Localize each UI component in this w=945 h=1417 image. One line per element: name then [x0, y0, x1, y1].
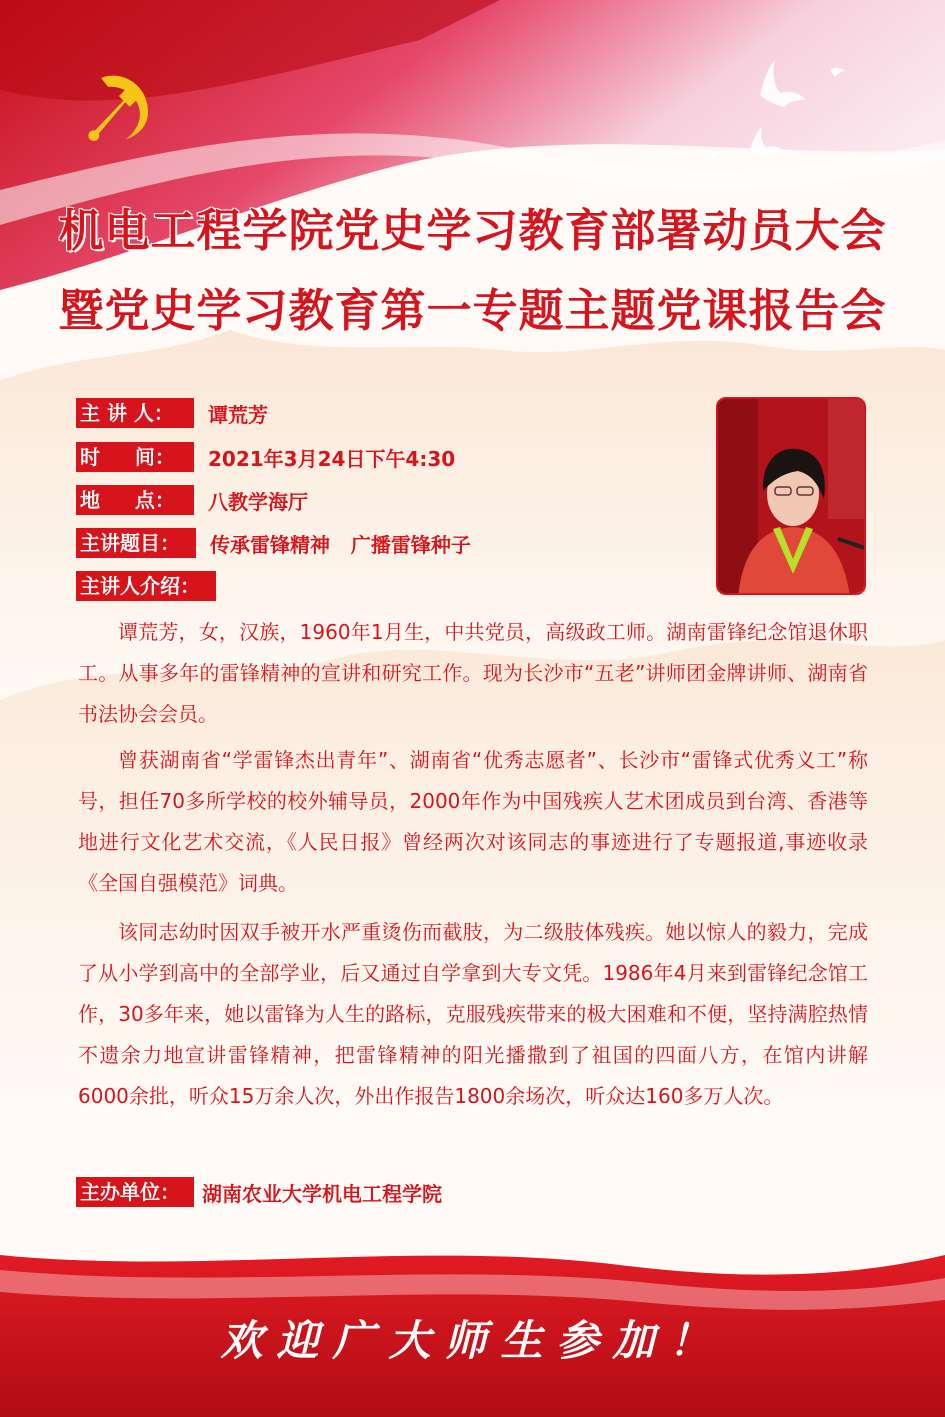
- speaker-value: 谭荒芳: [208, 402, 268, 427]
- time-label: 时 间：: [76, 442, 194, 472]
- topic-label: 主讲题目：: [76, 528, 196, 558]
- place-value: 八教学海厅: [208, 489, 308, 514]
- time-row: [76, 441, 455, 473]
- place-row: [76, 484, 308, 516]
- organizer-value: 湖南农业大学机电工程学院: [202, 1181, 442, 1206]
- speaker-label: 主 讲 人：: [76, 398, 194, 428]
- bio-paragraph-1: [78, 612, 868, 735]
- welcome-slogan: 欢迎广大师生参加！: [220, 1316, 725, 1365]
- speaker-portrait-icon: [718, 399, 866, 595]
- title-line-1: 机电工程学院党史学习教育部署动员大会: [58, 204, 887, 257]
- bio-paragraph-2: [78, 740, 868, 904]
- bio-paragraph-3: [78, 912, 868, 1117]
- doves-icon: [700, 55, 880, 175]
- title-line-2: 暨党史学习教育第一专题主题党课报告会: [58, 284, 887, 337]
- topic-row: [76, 527, 471, 559]
- speaker-row: [76, 397, 268, 429]
- organizer-row: [76, 1176, 442, 1208]
- intro-label: 主讲人介绍：: [76, 571, 216, 601]
- bio-text-2: 曾获湖南省“学雷锋杰出青年”、湖南省“优秀志愿者”、长沙市“雷锋式优秀义工”称号，担任70多所学校的校外辅导员，2000年作为中国残疾人艺术团成员到台湾、香港等地进行文化艺术交流，《人民日报》曾经两次对该同志的事迹进行了专题报道,事迹收录《全国自强模范》词典。: [78, 748, 868, 895]
- party-emblem-icon: [74, 60, 164, 150]
- organizer-label: 主办单位：: [76, 1177, 194, 1207]
- bio-text-1: 谭荒芳，女，汉族，1960年1月生，中共党员，高级政工师。湖南雷锋纪念馆退休职工。从事多年的雷锋精神的宣讲和研究工作。现为长沙市“五老”讲师团金牌讲师、湖南省书法协会会员。: [78, 620, 868, 726]
- bio-text-3: 该同志幼时因双手被开水严重烫伤而截肢，为二级肢体残疾。她以惊人的毅力，完成了从小学到高中的全部学业，后又通过自学拿到大专文凭。1986年4月来到雷锋纪念馆工作，30多年来，她以雷锋为人生的路标，克服残疾带来的极大困难和不便，坚持满腔热情不遗余力地宣讲雷锋精神，把雷锋精神的阳光播撒到了祖国的四面八方，在馆内讲解6000余批，听众15万余人次，外出作报告1800余场次，听众达160多万人次。: [78, 920, 868, 1108]
- place-label: 地 点：: [76, 485, 194, 515]
- speaker-photo: [716, 397, 866, 595]
- time-value: 2021年3月24日下午4:30: [208, 446, 456, 471]
- intro-row: [76, 570, 216, 602]
- topic-value: 传承雷锋精神 广播雷锋种子: [210, 532, 471, 557]
